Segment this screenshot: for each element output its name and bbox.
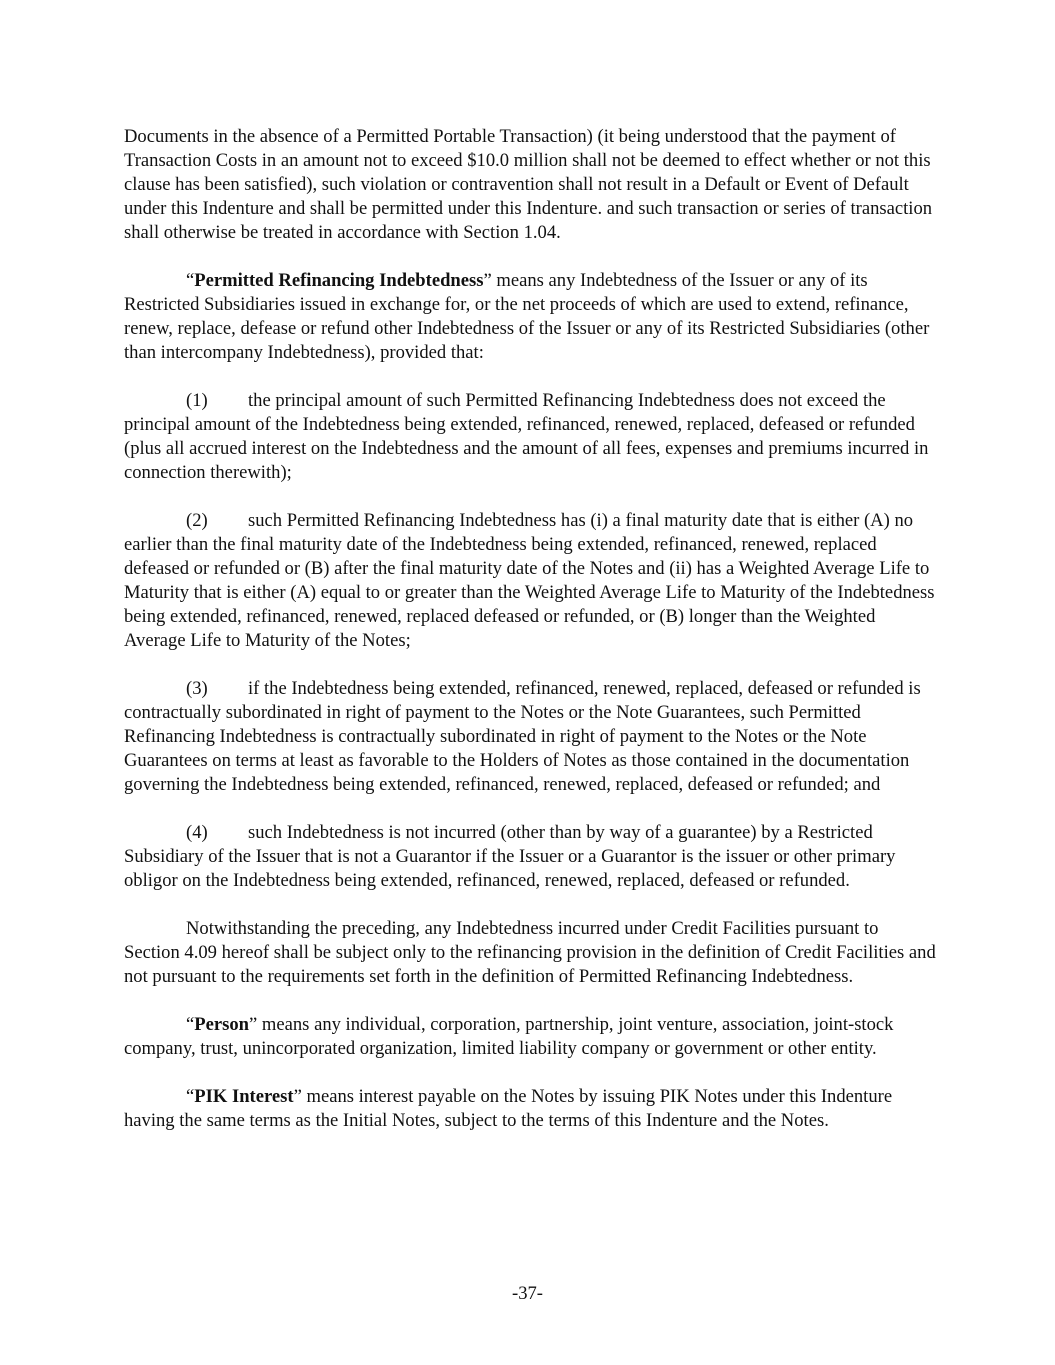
page-number: -37- [512,1283,543,1304]
open-quote: “ [186,1014,195,1035]
clause-text: such Permitted Refinancing Indebtedness has (i) a final maturity date that is either (A) no earlier than the final maturity date of the Indebtedness being extended, refinanced, renewed, replaced defeased or refunded or (B) after the final maturity date of the Notes and (ii) has a Weighted Average Life to Maturity that is either (A) equal to or greater than the Weighted Average Life to Maturity of the Indebtedness being extended, refinanced, renewed, replaced defeased or refunded, or (B) longer than the Weighted Average Life to Maturity of the Notes; [124,510,935,651]
defined-term: Permitted Refinancing Indebtedness [194,270,484,291]
clause-text: the principal amount of such Permitted Refinancing Indebtedness does not exceed the principal amount of the Indebtedness being extended, refinanced, renewed, replaced, defeased or refunded (plus all accrued interest on the Indebtedness and the amount of all fees, expenses and premiums incurred in connection therewith); [124,390,929,483]
definition-person [124,1013,936,1061]
open-quote: “ [186,270,195,291]
clause-4 [124,821,936,893]
clause-number: (1) [186,390,208,411]
clause-number: (3) [186,678,208,699]
clause-3 [124,677,936,797]
definition-text: ” means interest payable on the Notes by issuing PIK Notes under this Indenture having the same terms as the Initial Notes, subject to the terms of this Indenture and the Notes. [124,1086,893,1131]
notwithstanding-paragraph: Notwithstanding the preceding, any Indebtedness incurred under Credit Facilities pursuant to Section 4.09 hereof shall be subject only to the refinancing provision in the definition of Credit Facilities and not pursuant to the requirements set forth in the definition of Permitted Refinancing Indebtedness. [124,918,936,987]
clause-text: if the Indebtedness being extended, refinanced, renewed, replaced, defeased or refunded is contractually subordinated in right of payment to the Notes or the Note Guarantees, such Permitted Refinancing Indebtedness is contractually subordinated in right of payment to the Notes or the Note Guarantees on terms at least as favorable to the Holders of Notes as those contained in the documentation governing the Indebtedness being extended, refinanced, renewed, replaced, defeased or refunded; and [124,678,921,795]
definition-text: ” means any individual, corporation, partnership, joint venture, association, joint-stock company, trust, unincorporated organization, limited liability company or government or other entity. [124,1014,894,1059]
definition-pik-interest [124,1085,936,1133]
clause-1 [124,389,936,485]
defined-term: PIK Interest [194,1086,294,1107]
clause-text: such Indebtedness is not incurred (other than by way of a guarantee) by a Restricted Subsidiary of the Issuer that is not a Guarantor if the Issuer or a Guarantor is the issuer or other primary obligor on the Indebtedness being extended, refinanced, renewed, replaced, defeased or refunded. [124,822,896,891]
clause-2 [124,509,936,653]
open-quote: “ [186,1086,195,1107]
defined-term: Person [194,1014,250,1035]
definition-text: ” means any Indebtedness of the Issuer or any of its Restricted Subsidiaries issued in exchange for, or the net proceeds of which are used to extend, refinance, renew, replace, defease or refund other Indebtedness of the Issuer or any of its Restricted Subsidiaries (other than intercompany Indebtedness), provided that: [124,270,930,363]
continuation-paragraph: Documents in the absence of a Permitted Portable Transaction) (it being understood that the payment of Transaction Costs in an amount not to exceed $10.0 million shall not be deemed to effect whether or not this clause has been satisfied), such violation or contravention shall not result in a Default or Event of Default under this Indenture and shall be permitted under this Indenture. and such transaction or series of transaction shall otherwise be treated in accordance with Section 1.04. [124,126,933,243]
document-page [124,125,936,1157]
definition-permitted-refinancing-indebtedness [124,269,936,365]
clause-number: (4) [186,822,208,843]
clause-number: (2) [186,510,208,531]
